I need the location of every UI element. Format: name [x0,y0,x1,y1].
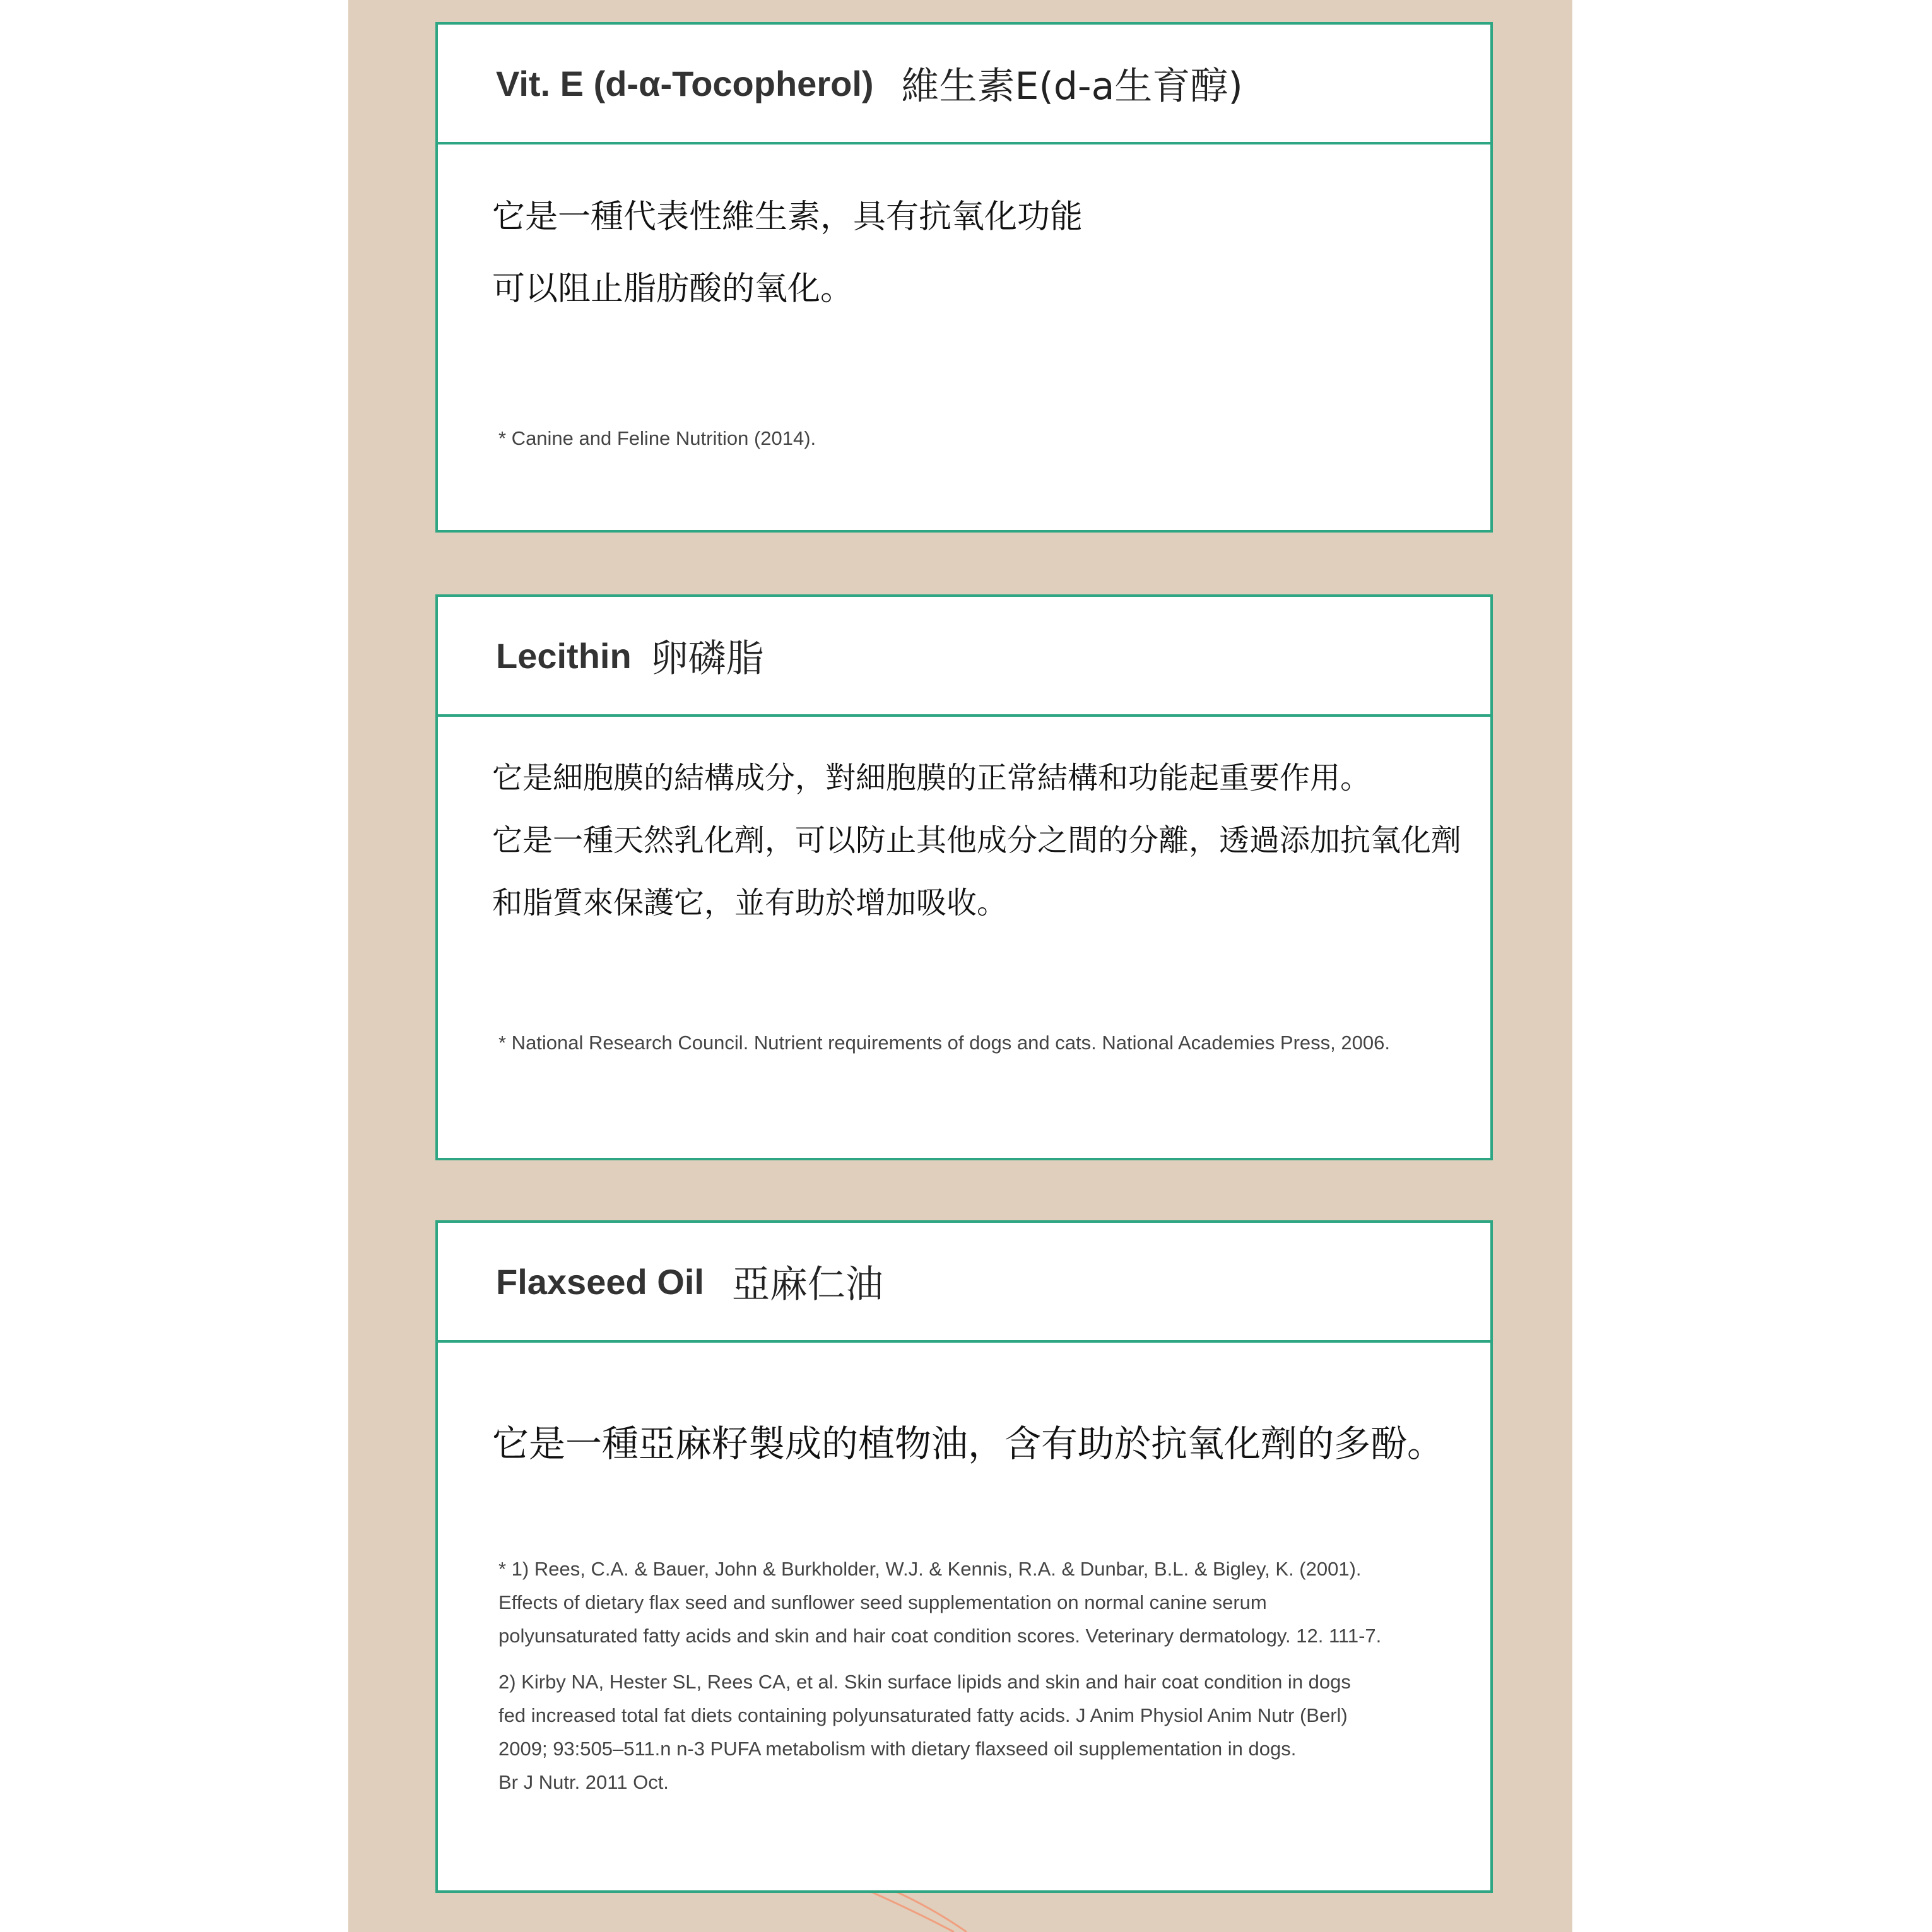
reference-line: * National Research Council. Nutrient requirements of dogs and cats. National Academies Press, 2006. [498,1032,1390,1054]
description-line: 可以阻止脂肪酸的氧化。 [492,270,854,308]
description-line: 它是一種天然乳化劑，可以防止其他成分之間的分離，透過添加抗氧化劑 [492,823,1462,858]
card-body [438,1343,1490,1799]
card-description [492,717,1465,934]
card-reference [492,1552,1465,1652]
card-reference [492,427,1465,450]
card-title-en: Vit. E (d-α-Tocopherol) [496,63,874,103]
card-reference [492,1665,1465,1799]
card-title-zh: 維生素E(d-a生育醇) [901,64,1243,109]
description-line: 它是一種代表性維生素，具有抗氧化功能 [492,198,1083,236]
reference-line: * 1) Rees, C.A. & Bauer, John & Burkholder, W.J. & Kennis, R.A. & Dunbar, B.L. & Bigley, K. (2001). [498,1558,1362,1580]
card-body [438,717,1490,1054]
card-title-zh: 亞麻仁油 [731,1263,883,1307]
ingredient-card-flaxseed-oil [435,1220,1493,1893]
reference-line: Effects of dietary flax seed and sunflower seed supplementation on normal canine serum [498,1591,1267,1613]
reference-line: polyunsaturated fatty acids and skin and hair coat condition scores. Veterinary dermatology. 12. 111-7. [498,1625,1382,1647]
card-title-en: Lecithin [496,635,632,676]
card-header [438,25,1490,144]
card-description [492,1343,1465,1475]
card-reference [492,1032,1465,1054]
reference-line: Br J Nutr. 2011 Oct. [498,1771,669,1793]
description-line: 和脂質來保護它，並有助於增加吸收。 [492,885,1008,921]
card-title-zh: 卵磷脂 [650,637,764,681]
reference-line: * Canine and Feline Nutrition (2014). [498,427,816,449]
card-body [438,144,1490,450]
card-title-en: Flaxseed Oil [496,1261,704,1302]
content-panel [348,0,1572,1932]
description-line: 它是細胞膜的結構成分，對細胞膜的正常結構和功能起重要作用。 [492,760,1371,796]
reference-line: 2) Kirby NA, Hester SL, Rees CA, et al. Skin surface lipids and skin and hair coat condition in dogs [498,1671,1351,1693]
reference-line: fed increased total fat diets containing polyunsaturated fatty acids. J Anim Physiol Anim Nutr (Berl) [498,1704,1348,1726]
card-header [438,1223,1490,1343]
ingredient-card-vitamin-e [435,22,1493,533]
reference-line: 2009; 93:505–511.n n-3 PUFA metabolism with dietary flaxseed oil supplementation in dogs. [498,1738,1297,1760]
card-header [438,597,1490,717]
description-line: 它是一種亞麻籽製成的植物油，含有助於抗氧化劑的多酚。 [492,1422,1444,1465]
card-description [492,144,1465,325]
ingredient-card-lecithin [435,594,1493,1160]
